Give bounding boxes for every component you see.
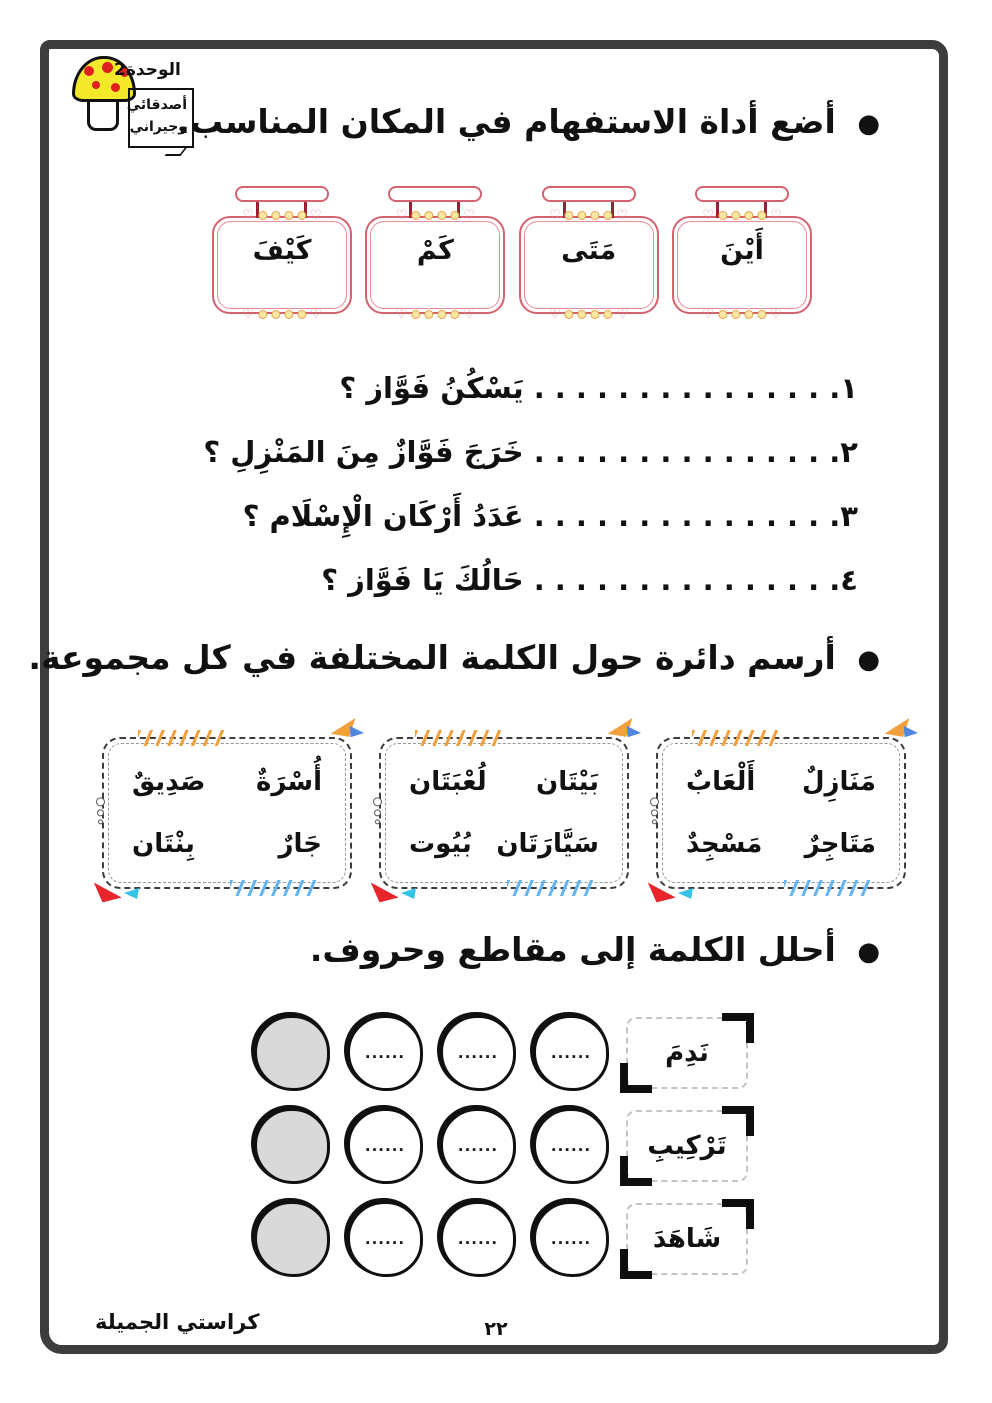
card-word: مَتَى: [561, 234, 617, 266]
question-2: ٢. . . . . . . . . . . . . . . خَرَجَ فَوَّازٌ مِنَ المَنْزِلِ ؟: [203, 435, 858, 469]
bullet-icon: ●: [857, 936, 880, 967]
syllable-circle-filled: [254, 1201, 330, 1277]
group-word: سَيَّارَتَان: [496, 829, 599, 859]
group-word: بُيُوت: [409, 829, 472, 859]
heart-icon: ♡: [616, 208, 629, 223]
group-word: مَنَازِلٌ: [801, 767, 876, 797]
syllable-circle: ......: [533, 1108, 609, 1184]
word-groups: [102, 737, 906, 889]
syllable-circle-filled: [254, 1015, 330, 1091]
card-kayfa: [212, 186, 352, 322]
syllable-analysis: [254, 1014, 748, 1293]
syllable-circle: ......: [347, 1201, 423, 1277]
card-word: كَيْفَ: [252, 234, 312, 266]
question-3: ٣. . . . . . . . . . . . . . . عَدَدُ أَرْكَان الْإِسْلَام ؟: [242, 499, 858, 533]
syllable-circle: ......: [533, 1201, 609, 1277]
card-word: كَمْ: [416, 234, 454, 266]
syllable-circle: ......: [440, 1201, 516, 1277]
word-group-3: [102, 737, 352, 889]
heart-icon: ♡: [463, 307, 475, 322]
heart-icon: ♡: [549, 208, 561, 223]
heart-icon: ♡: [310, 208, 322, 223]
page-number: ٢٢: [484, 1318, 508, 1340]
heart-icon: ♡: [702, 208, 714, 223]
word-box: تَرْكِيبِ: [626, 1110, 748, 1182]
card-kam: [365, 186, 505, 322]
heart-icon: ♡: [310, 307, 322, 322]
instruction-text: أحلل الكلمة إلى مقاطع وحروف.: [309, 930, 836, 969]
syllable-circle: ......: [347, 1108, 423, 1184]
card-ayna: [672, 186, 812, 322]
bubbles-icon: [373, 797, 382, 824]
group-word: مَسْجِدٌ: [686, 829, 763, 859]
heart-icon: ♡: [770, 307, 782, 322]
instruction-fill-blank: [177, 102, 880, 141]
word-group-2: [379, 737, 629, 889]
fill-blank-questions: [203, 356, 858, 612]
group-word: بَيْتَان: [536, 767, 599, 797]
unit-title-line2: وجيراني: [129, 119, 187, 136]
syllable-circle: ......: [440, 1015, 516, 1091]
heart-icon: ♡: [702, 307, 714, 322]
syllable-circle: ......: [440, 1108, 516, 1184]
group-word: لُعْبَتَان: [409, 767, 487, 797]
heart-icon: ♡: [395, 208, 408, 223]
instruction-text: أرسم دائرة حول الكلمة المختلفة في كل مجموعة.: [28, 638, 836, 677]
group-word: أَلْعَابٌ: [686, 767, 756, 797]
instruction-text: أضع أداة الاستفهام في المكان المناسب.: [177, 102, 836, 141]
unit-label: الوحدة2: [114, 60, 181, 80]
bullet-icon: ●: [857, 108, 880, 139]
hash-marks-orange-icon: [415, 730, 501, 746]
heart-icon: ♡: [395, 307, 408, 322]
group-word: مَتَاجِرٌ: [804, 829, 876, 859]
syllable-circle: ......: [347, 1015, 423, 1091]
analysis-row-1: [254, 1014, 748, 1092]
group-word: أُسْرَةٌ: [255, 767, 322, 797]
bubbles-icon: [96, 797, 105, 824]
hash-marks-blue-icon: [507, 880, 593, 896]
instruction-circle-different: [28, 638, 880, 677]
heart-icon: ♡: [616, 307, 629, 322]
hash-marks-orange-icon: [138, 730, 224, 746]
heart-icon: ♡: [463, 208, 475, 223]
hash-marks-blue-icon: [784, 880, 870, 896]
unit-title-line1: أصدقائي: [126, 97, 187, 113]
analysis-row-2: [254, 1107, 748, 1185]
heart-icon: ♡: [242, 208, 255, 223]
hash-marks-orange-icon: [692, 730, 778, 746]
mushroom-stem: [87, 99, 119, 131]
hash-marks-blue-icon: [230, 880, 316, 896]
question-4: ٤. . . . . . . . . . . . . . . حَالُكَ يَا فَوَّاز ؟: [321, 563, 858, 597]
syllable-circle-filled: [254, 1108, 330, 1184]
heart-icon: ♡: [549, 307, 561, 322]
word-group-1: [656, 737, 906, 889]
bubbles-icon: [650, 797, 659, 824]
bullet-icon: ●: [857, 644, 880, 675]
syllable-circle: ......: [533, 1015, 609, 1091]
group-word: بِنْتَان: [132, 829, 195, 859]
unit-box-tail: [164, 147, 187, 156]
question-1: ١. . . . . . . . . . . . . . . يَسْكُنُ فَوَّاز ؟: [339, 371, 858, 405]
card-word: أَيْنَ: [720, 234, 764, 266]
heart-icon: ♡: [770, 208, 782, 223]
word-box: نَدِمَ: [626, 1017, 748, 1089]
group-word: صَدِيقٌ: [132, 767, 206, 797]
analysis-row-3: [254, 1200, 748, 1278]
group-word: جَارٌ: [278, 829, 322, 859]
footer-notebook-title: كراستي الجميلة: [95, 1310, 260, 1334]
heart-icon: ♡: [242, 307, 255, 322]
word-box: شَاهَدَ: [626, 1203, 748, 1275]
instruction-analyze: [310, 930, 880, 969]
card-mata: [519, 186, 659, 322]
question-word-cards: [212, 186, 812, 322]
